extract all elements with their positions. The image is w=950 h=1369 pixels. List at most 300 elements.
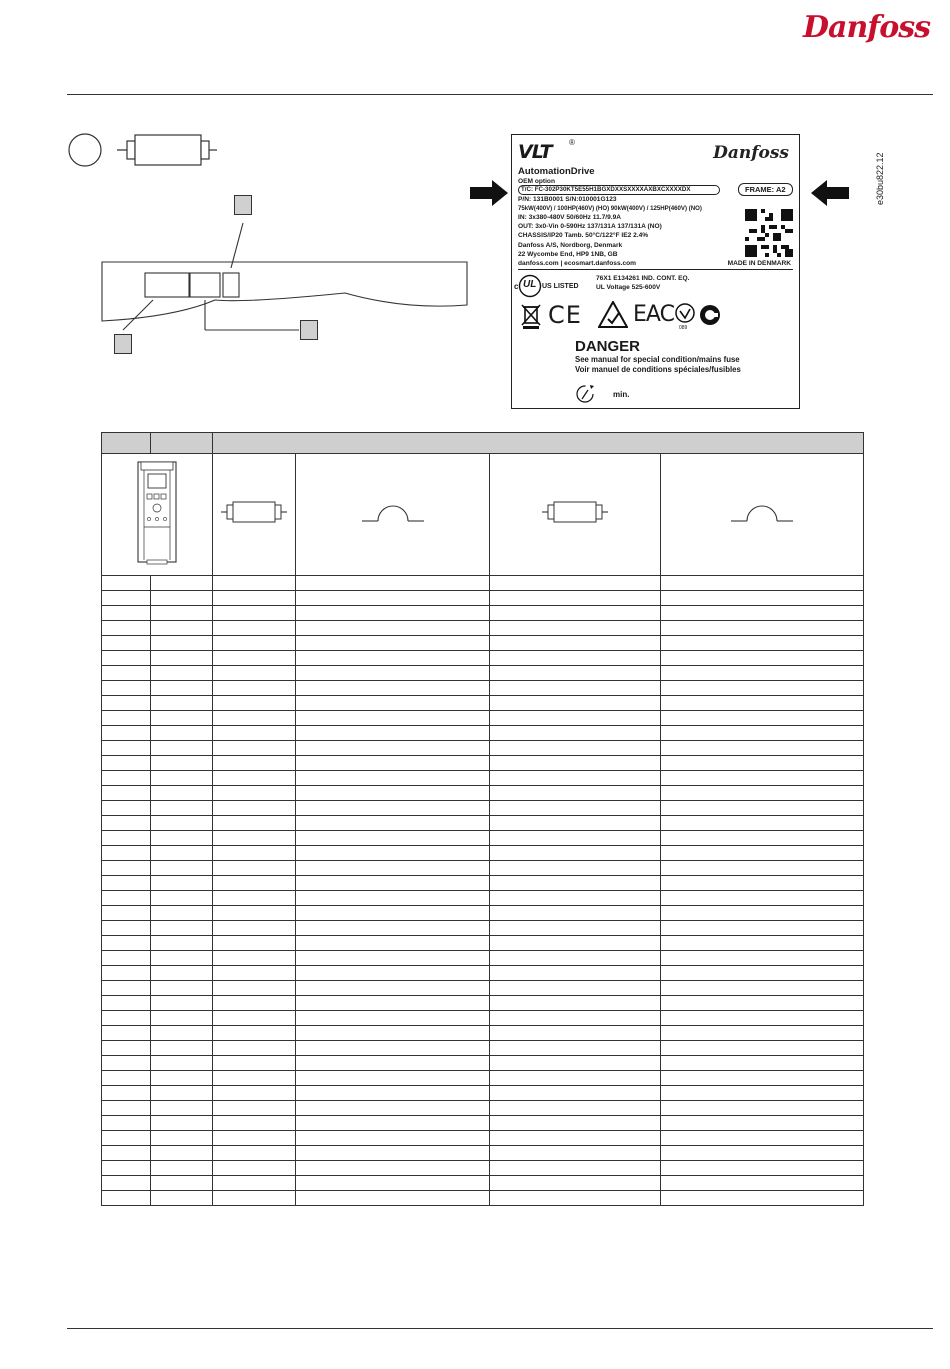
table-row (102, 981, 864, 996)
table-row (102, 636, 864, 651)
table-cell (296, 1146, 490, 1161)
table-cell (661, 1161, 864, 1176)
table-cell (102, 1011, 151, 1026)
table-cell (102, 906, 151, 921)
fuse-icon (540, 500, 610, 524)
table-cell (296, 861, 490, 876)
table-cell (213, 711, 296, 726)
table-cell (661, 786, 864, 801)
table-cell (151, 891, 213, 906)
fuse-symbol-cell (490, 454, 661, 576)
table-row (102, 816, 864, 831)
table-cell (102, 621, 151, 636)
table-cell (151, 1176, 213, 1191)
table-cell (490, 966, 661, 981)
table-row (102, 801, 864, 816)
input-rating: IN: 3x380-480V 50/60Hz 11.7/9.9A (518, 214, 622, 221)
table-cell (661, 1191, 864, 1206)
table-row (102, 1101, 864, 1116)
table-cell (213, 1086, 296, 1101)
table-cell (102, 1026, 151, 1041)
qr-code (745, 209, 793, 257)
table-cell (661, 921, 864, 936)
table-cell (151, 576, 213, 591)
part-serial: P/N: 131B0001 S/N:010001G123 (518, 196, 617, 203)
table-cell (213, 966, 296, 981)
table-cell (661, 651, 864, 666)
table-cell (213, 876, 296, 891)
output-rating: OUT: 3x0-Vin 0-590Hz 137/131A 137/131A (NO) (518, 223, 662, 230)
table-body (102, 576, 864, 1206)
table-cell (102, 1146, 151, 1161)
table-cell (296, 741, 490, 756)
table-cell (490, 651, 661, 666)
table-row (102, 951, 864, 966)
table-cell (296, 651, 490, 666)
table-cell (102, 996, 151, 1011)
table-cell (213, 666, 296, 681)
table-cell (661, 681, 864, 696)
table-row (102, 1176, 864, 1191)
table-cell (296, 696, 490, 711)
nameplate-danfoss-logo: Danfoss (713, 143, 789, 163)
table-cell (213, 771, 296, 786)
table-cell (151, 771, 213, 786)
table-cell (661, 1041, 864, 1056)
table-cell (151, 1041, 213, 1056)
table-cell (102, 876, 151, 891)
table-cell (661, 591, 864, 606)
table-cell (151, 906, 213, 921)
table-cell (661, 771, 864, 786)
table-cell (151, 966, 213, 981)
table-cell (296, 1056, 490, 1071)
table-cell (213, 1101, 296, 1116)
table-header-row (102, 433, 864, 454)
table-cell (490, 606, 661, 621)
nameplate-rule (518, 269, 793, 270)
table-row (102, 861, 864, 876)
table-row (102, 891, 864, 906)
table-cell (151, 756, 213, 771)
table-cell (213, 981, 296, 996)
table-row (102, 1131, 864, 1146)
table-row (102, 1146, 864, 1161)
table-cell (490, 696, 661, 711)
table-cell (490, 1191, 661, 1206)
table-cell (102, 666, 151, 681)
table-cell (151, 1146, 213, 1161)
table-cell (151, 951, 213, 966)
drive-unit-image (127, 457, 187, 567)
type-code: T/C: FC-302P30KT5E55H1BGXDXXSXXXXAXBXCXXXXDX (518, 185, 720, 195)
table-row (102, 711, 864, 726)
table-cell (490, 771, 661, 786)
table-cell (151, 621, 213, 636)
table-cell (296, 906, 490, 921)
table-cell (213, 621, 296, 636)
table-cell (490, 621, 661, 636)
mark-code: 089 (679, 325, 688, 331)
table-cell (296, 711, 490, 726)
table-cell (490, 711, 661, 726)
oem-option: OEM option (518, 178, 555, 185)
callout-box-3 (114, 334, 132, 354)
table-cell (151, 591, 213, 606)
table-cell (490, 666, 661, 681)
fuse-symbol-cell (213, 454, 296, 576)
table-cell (490, 576, 661, 591)
table-cell (102, 966, 151, 981)
table-cell (151, 936, 213, 951)
table-cell (296, 981, 490, 996)
table-cell (661, 891, 864, 906)
table-row (102, 1116, 864, 1131)
table-row (102, 621, 864, 636)
table-cell (213, 681, 296, 696)
table-cell (151, 666, 213, 681)
table-cell (102, 1056, 151, 1071)
table-row (102, 1071, 864, 1086)
table-row (102, 741, 864, 756)
table-cell (151, 1191, 213, 1206)
ul-listed: US LISTED (542, 283, 579, 290)
table-cell (490, 891, 661, 906)
table-cell (296, 996, 490, 1011)
table-cell (490, 1176, 661, 1191)
table-cell (490, 996, 661, 1011)
table-cell (490, 1101, 661, 1116)
table-cell (661, 846, 864, 861)
table-cell (296, 756, 490, 771)
table-cell (102, 771, 151, 786)
table-cell (102, 636, 151, 651)
table-cell (296, 876, 490, 891)
table-cell (213, 591, 296, 606)
table-cell (151, 1131, 213, 1146)
table-row (102, 996, 864, 1011)
table-cell (151, 1026, 213, 1041)
table-cell (661, 621, 864, 636)
table-row (102, 1041, 864, 1056)
table-cell (661, 1086, 864, 1101)
table-cell (102, 1101, 151, 1116)
table-cell (151, 636, 213, 651)
table-cell (661, 996, 864, 1011)
table-cell (102, 681, 151, 696)
table-cell (296, 1116, 490, 1131)
table-cell (296, 936, 490, 951)
table-cell (213, 831, 296, 846)
ce-mark: CE (548, 301, 582, 329)
table-cell (296, 1191, 490, 1206)
table-cell (661, 906, 864, 921)
footer-rule (67, 1328, 933, 1329)
table-row (102, 786, 864, 801)
table-cell (661, 876, 864, 891)
table-cell (490, 906, 661, 921)
table-row (102, 1086, 864, 1101)
table-cell (661, 726, 864, 741)
ul-mark: UL (523, 279, 537, 290)
warning-triangle-icon (519, 335, 567, 377)
made-in: MADE IN DENMARK (727, 260, 791, 267)
table-cell (102, 1116, 151, 1131)
table-row (102, 1056, 864, 1071)
circuit-breaker-icon (727, 499, 797, 525)
table-row (102, 606, 864, 621)
fuse-location-diagram (65, 125, 485, 365)
table-cell (213, 696, 296, 711)
table-cell (490, 936, 661, 951)
nameplate-label (511, 134, 800, 409)
table-cell (213, 921, 296, 936)
danger-line-2: Voir manuel de conditions spéciales/fusibles (575, 365, 741, 374)
table-row (102, 666, 864, 681)
rcm-triangle-icon (598, 301, 628, 328)
table-row (102, 936, 864, 951)
table-cell (490, 681, 661, 696)
table-cell (661, 1071, 864, 1086)
discharge-time-icon (574, 383, 596, 405)
table-cell (490, 1026, 661, 1041)
table-cell (490, 786, 661, 801)
table-cell (661, 1146, 864, 1161)
table-cell (490, 1041, 661, 1056)
table-cell (296, 1131, 490, 1146)
ul-c-mark: c (514, 282, 519, 291)
table-cell (490, 1131, 661, 1146)
table-cell (296, 831, 490, 846)
table-cell (213, 651, 296, 666)
table-cell (296, 1086, 490, 1101)
table-cell (151, 876, 213, 891)
table-cell (296, 1101, 490, 1116)
table-cell (102, 726, 151, 741)
fuse-icon (219, 500, 289, 524)
callout-circle (69, 134, 101, 166)
table-cell (102, 831, 151, 846)
table-cell (661, 951, 864, 966)
table-cell (102, 951, 151, 966)
table-cell (102, 711, 151, 726)
table-cell (296, 1071, 490, 1086)
table-row (102, 876, 864, 891)
discharge-unit: min. (613, 390, 630, 399)
table-cell (102, 651, 151, 666)
header-cell (213, 433, 864, 454)
certification-circle-icon (673, 303, 697, 327)
address-line-2: 22 Wycombe End, HP9 1NB, GB (518, 251, 618, 258)
table-cell (102, 816, 151, 831)
table-cell (151, 831, 213, 846)
table-cell (213, 1116, 296, 1131)
table-cell (102, 741, 151, 756)
table-cell (490, 591, 661, 606)
table-cell (213, 636, 296, 651)
table-cell (296, 816, 490, 831)
table-cell (213, 1056, 296, 1071)
table-cell (213, 1071, 296, 1086)
table-cell (661, 1116, 864, 1131)
eac-mark: EAC (633, 302, 674, 327)
table-row (102, 831, 864, 846)
table-cell (661, 981, 864, 996)
ul-voltage: UL Voltage 525-600V (596, 284, 661, 291)
table-cell (151, 711, 213, 726)
table-cell (102, 1191, 151, 1206)
table-cell (661, 1176, 864, 1191)
table-cell (151, 1011, 213, 1026)
table-cell (213, 606, 296, 621)
table-cell (151, 696, 213, 711)
table-cell (151, 1101, 213, 1116)
table-cell (151, 801, 213, 816)
table-row (102, 846, 864, 861)
table-cell (661, 816, 864, 831)
table-cell (490, 726, 661, 741)
table-cell (296, 591, 490, 606)
table-cell (151, 786, 213, 801)
table-cell (296, 666, 490, 681)
table-cell (661, 936, 864, 951)
table-cell (102, 1131, 151, 1146)
table-cell (490, 756, 661, 771)
table-cell (102, 1041, 151, 1056)
danger-title: DANGER (575, 338, 641, 355)
table-row (102, 696, 864, 711)
table-cell (661, 861, 864, 876)
table-cell (661, 831, 864, 846)
table-cell (490, 1146, 661, 1161)
table-cell (102, 606, 151, 621)
table-cell (102, 696, 151, 711)
table-cell (490, 1086, 661, 1101)
table-cell (102, 576, 151, 591)
table-cell (213, 1041, 296, 1056)
table-cell (151, 846, 213, 861)
table-row (102, 576, 864, 591)
header-rule (67, 94, 933, 95)
fuse-table (101, 432, 864, 1206)
table-cell (151, 1056, 213, 1071)
table-cell (151, 651, 213, 666)
table-row (102, 591, 864, 606)
table-cell (151, 861, 213, 876)
table-cell (102, 861, 151, 876)
table-row (102, 966, 864, 981)
table-cell (490, 1011, 661, 1026)
header-cell (102, 433, 151, 454)
table-cell (661, 636, 864, 651)
table-cell (296, 1011, 490, 1026)
header-cell (151, 433, 213, 454)
arrow-right-icon (470, 180, 510, 206)
table-cell (213, 726, 296, 741)
address-line-1: Danfoss A/S, Nordborg, Denmark (518, 242, 623, 249)
danfoss-logo: Danfoss (803, 10, 930, 45)
table-cell (213, 936, 296, 951)
table-cell (296, 1161, 490, 1176)
figure-id: e30bu822.12 (875, 152, 885, 205)
table-cell (213, 756, 296, 771)
table-cell (213, 1161, 296, 1176)
callout-box-1 (234, 195, 252, 215)
table-cell (213, 741, 296, 756)
table-cell (102, 891, 151, 906)
power-rating: 75kW(400V) / 100HP(460V) (HO) 90kW(400V) / 125HP(460V) (NO) (518, 205, 702, 212)
table-row (102, 651, 864, 666)
table-cell (490, 1071, 661, 1086)
table-cell (296, 621, 490, 636)
table-row (102, 681, 864, 696)
table-cell (661, 711, 864, 726)
table-cell (102, 1161, 151, 1176)
table-row (102, 1011, 864, 1026)
table-cell (213, 951, 296, 966)
table-cell (296, 606, 490, 621)
table-cell (213, 1011, 296, 1026)
table-cell (213, 1191, 296, 1206)
table-cell (296, 1176, 490, 1191)
callout-box-2 (300, 320, 318, 340)
table-cell (490, 981, 661, 996)
table-cell (102, 1086, 151, 1101)
table-cell (213, 846, 296, 861)
table-cell (213, 1176, 296, 1191)
table-cell (296, 576, 490, 591)
table-cell (490, 741, 661, 756)
drive-image-cell (102, 454, 213, 576)
table-cell (490, 801, 661, 816)
table-cell (102, 981, 151, 996)
table-cell (490, 861, 661, 876)
table-cell (151, 1116, 213, 1131)
table-cell (296, 681, 490, 696)
table-cell (661, 1131, 864, 1146)
table-cell (151, 996, 213, 1011)
table-cell (296, 951, 490, 966)
table-cell (490, 876, 661, 891)
registered-mark: ® (569, 138, 575, 147)
vlt-logo: VLT (518, 141, 552, 163)
energy-mark-icon (698, 303, 722, 327)
table-cell (151, 606, 213, 621)
table-cell (296, 921, 490, 936)
table-cell (151, 681, 213, 696)
table-cell (102, 591, 151, 606)
table-cell (296, 1041, 490, 1056)
table-row (102, 726, 864, 741)
table-row (102, 1026, 864, 1041)
table-cell (661, 666, 864, 681)
table-cell (490, 921, 661, 936)
table-cell (213, 1026, 296, 1041)
table-cell (102, 921, 151, 936)
table-cell (296, 966, 490, 981)
table-cell (102, 1071, 151, 1086)
table-cell (296, 801, 490, 816)
table-cell (213, 906, 296, 921)
table-cell (102, 936, 151, 951)
table-cell (151, 981, 213, 996)
table-cell (490, 1116, 661, 1131)
table-row (102, 921, 864, 936)
table-cell (102, 756, 151, 771)
table-cell (661, 966, 864, 981)
table-cell (661, 741, 864, 756)
table-cell (102, 801, 151, 816)
